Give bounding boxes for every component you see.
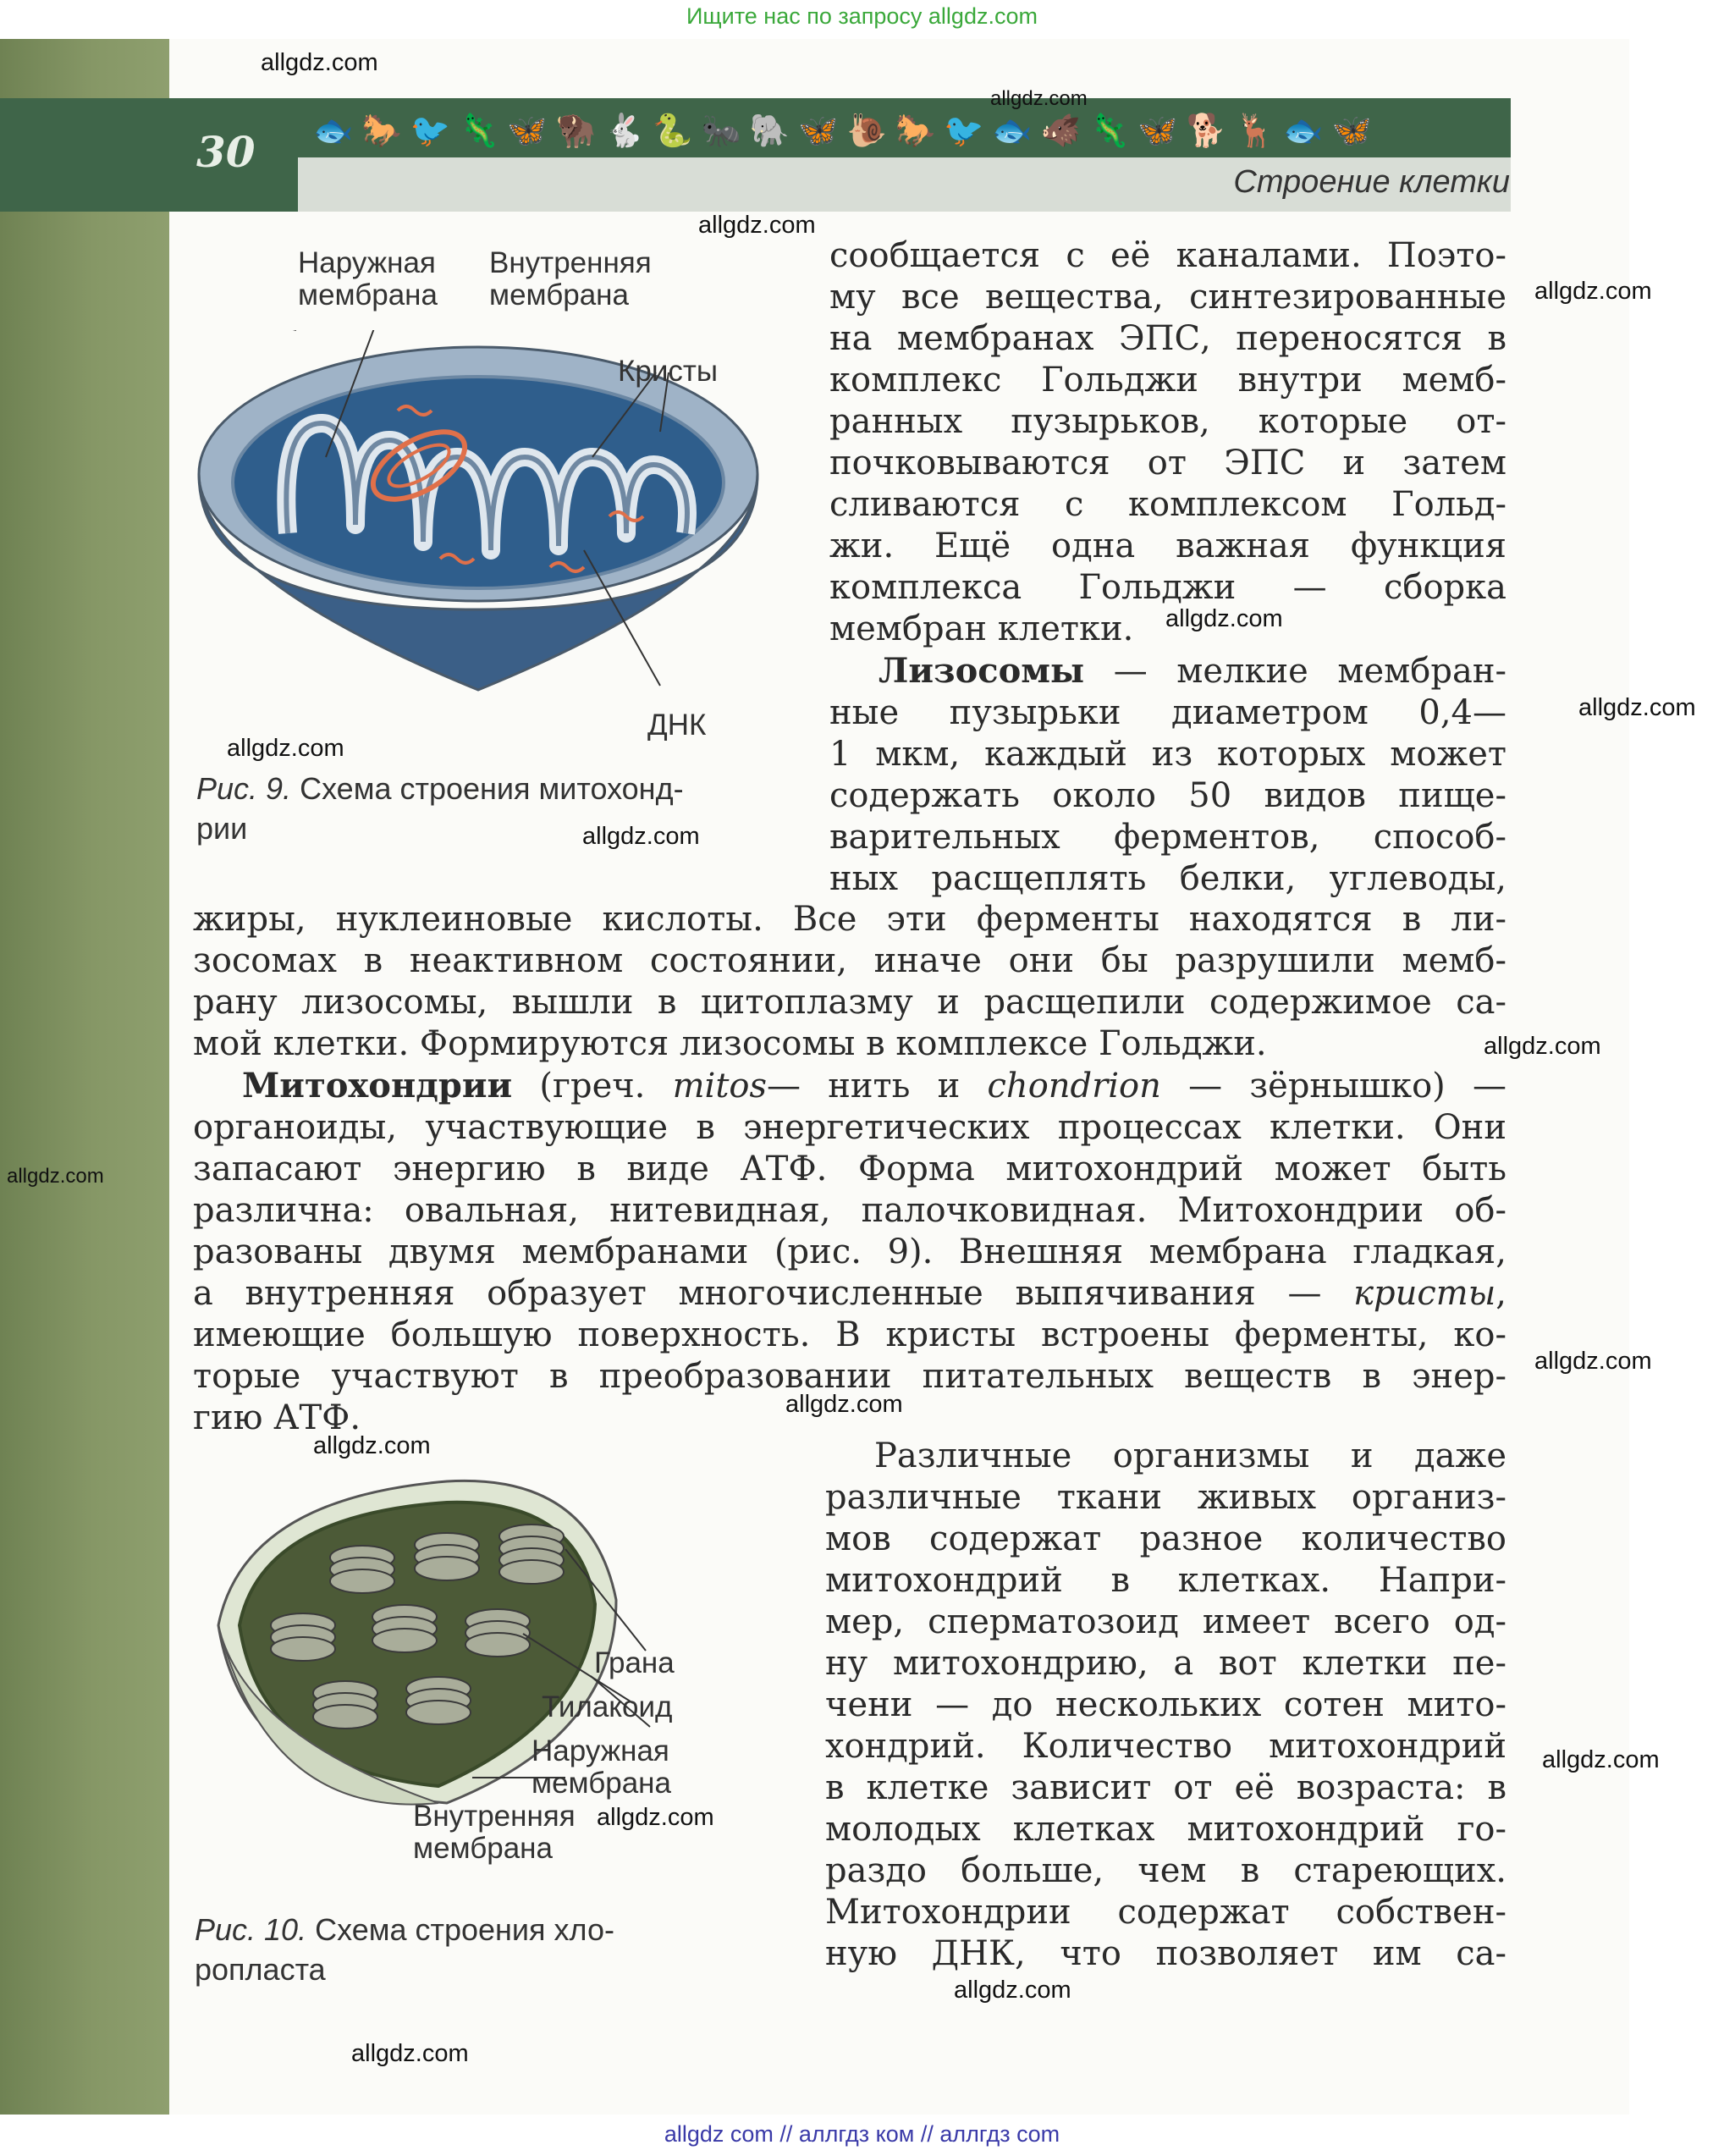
text-line: варительных ферментов, способ-: [829, 818, 1506, 857]
text-line: митохондрий в клетках. Напри-: [825, 1561, 1506, 1600]
text-line: различные ткани живых организ-: [825, 1478, 1506, 1517]
fig9-label-line: Внутренняя: [489, 246, 652, 279]
watermark: allgdz.com: [990, 87, 1088, 110]
text-line: хондрий. Количество митохондрий: [825, 1727, 1506, 1766]
fig9-caption-line2: рии: [196, 811, 248, 846]
term-mitochondria: Митохондрии: [242, 1066, 513, 1106]
fig9-label-outer-membrane: [298, 247, 438, 312]
fig9-label-cristae: Кристы: [618, 355, 719, 388]
text-line: торые участвуют в преобразовании питательных веществ в энер-: [193, 1357, 1506, 1396]
watermark: allgdz.com: [785, 1391, 903, 1418]
text-line: ные пузырьки диаметром 0,4—: [829, 693, 1506, 732]
fig10-label-thylakoid: Тилакоид: [542, 1690, 673, 1723]
fig10-label-line: Наружная: [532, 1734, 669, 1767]
text-line: ных расщеплять белки, углеводы,: [829, 859, 1506, 898]
text-line: запасают энергию в виде АТФ. Форма митохондрий может быть: [193, 1150, 1506, 1188]
text-line: на мембранах ЭПС, переносятся в: [829, 319, 1506, 358]
text-line: сливаются с комплексом Гольд-: [829, 485, 1506, 524]
fig9-caption-text: Схема строения митохонд-: [300, 771, 684, 806]
watermark: allgdz.com: [261, 49, 378, 76]
text-line: имеющие большую поверхность. В кристы встроены ферменты, ко-: [193, 1315, 1506, 1354]
fig10-caption-number: Рис. 10.: [195, 1912, 307, 1947]
text-line: ну митохондрию, а вот клетки пе-: [825, 1644, 1506, 1683]
fig10-caption: [195, 1910, 753, 1989]
fig9-label-dna: ДНК: [647, 709, 707, 742]
fig9-caption-number: Рис. 9.: [196, 771, 292, 806]
bottom-banner: [0, 2115, 1724, 2156]
term-mitos: mitos: [672, 1067, 768, 1106]
watermark: allgdz.com: [313, 1432, 431, 1459]
text-line: сообщается с её каналами. Поэто-: [829, 236, 1506, 275]
text-line: мембран клетки.: [829, 609, 1134, 648]
text-line: раздо больше, чем в стареющих.: [825, 1851, 1506, 1890]
text-line: му все вещества, синтезированные: [829, 278, 1506, 317]
watermark: allgdz.com: [7, 1165, 104, 1188]
text-line: рану лизосомы, вышли в цитоплазму и расщепили содержимое са-: [193, 983, 1506, 1022]
text-line: органоиды, участвующие в энергетических процессах клетки. Они: [193, 1108, 1506, 1147]
text-line: [829, 650, 1506, 692]
fig9-caption: [196, 769, 789, 848]
fig9-caption-line1: [196, 769, 789, 808]
text-line: чени — до нескольких сотен мито-: [825, 1685, 1506, 1724]
text-line: мер, сперматозоид имеет всего од-: [825, 1602, 1506, 1641]
text-fragment: — мелкие мембран-: [1084, 652, 1506, 691]
fig10-caption-line2: ропласта: [195, 1952, 326, 1987]
fig10-label-line: мембрана: [413, 1832, 553, 1865]
watermark: allgdz.com: [1578, 694, 1696, 721]
watermark: allgdz.com: [597, 1804, 714, 1831]
text-line: почковываются от ЭПС и затем: [829, 444, 1506, 482]
text-line: [193, 1065, 1506, 1107]
watermark: allgdz.com: [351, 2040, 469, 2067]
watermark: allgdz.com: [1165, 605, 1283, 632]
watermark: allgdz.com: [582, 823, 700, 850]
text-line: гию АТФ.: [193, 1398, 361, 1437]
text-line: молодых клетках митохондрий го-: [825, 1810, 1506, 1849]
text-line: комплекс Гольджи внутри мемб-: [829, 361, 1506, 400]
text-line: 1 мкм, каждый из которых может: [829, 735, 1506, 774]
watermark: allgdz.com: [227, 735, 344, 762]
text-line: зосомах в неактивном состоянии, иначе они бы разрушили мемб-: [193, 941, 1506, 980]
watermark: allgdz.com: [954, 1977, 1071, 2004]
term-cristae: кристы: [1353, 1274, 1496, 1313]
fig9-label-inner-membrane: [489, 247, 652, 312]
text-line: мой клетки. Формируются лизосомы в комплексе Гольджи.: [193, 1024, 1267, 1063]
text-line: различна: овальная, нитевидная, палочковидная. Митохондрии об-: [193, 1191, 1506, 1230]
text-fragment: — нить и: [767, 1067, 988, 1106]
text-line: в клетке зависит от её возраста: в: [825, 1768, 1506, 1807]
text-line: ранных пузырьков, которые от-: [829, 402, 1506, 441]
watermark: allgdz.com: [1542, 1746, 1660, 1773]
text-line: жи. Ещё одна важная функция: [829, 527, 1506, 565]
text-fragment: ,: [1495, 1274, 1506, 1313]
text-full-width: [193, 899, 1506, 1439]
fig9-label-line: мембрана: [298, 278, 438, 312]
watermark: allgdz.com: [698, 212, 816, 239]
page-number: 30: [196, 127, 256, 177]
text-line: мов содержат разное количество: [825, 1519, 1506, 1558]
text-column-lower: [825, 1436, 1506, 1975]
text-line: комплекса Гольджи — сборка: [829, 568, 1506, 607]
watermark: allgdz.com: [1534, 1348, 1652, 1375]
text-line: [193, 1273, 1506, 1315]
fig10-label-line: мембрана: [532, 1767, 671, 1800]
bottom-banner-text: allgdz com // аллгдз ком // аллгдз com: [664, 2121, 1060, 2147]
text-line: Митохондрии содержат собствен-: [825, 1893, 1506, 1932]
text-fragment: — зёрнышко) —: [1160, 1067, 1506, 1106]
fig10-label-outer-membrane: [532, 1735, 671, 1800]
top-banner-text: Ищите нас по запросу allgdz.com: [686, 3, 1038, 29]
text-column-upper: [829, 235, 1506, 900]
fig10-label-line: Внутренняя: [413, 1800, 576, 1833]
fig9-label-line: мембрана: [489, 278, 629, 312]
watermark: allgdz.com: [1484, 1033, 1601, 1060]
text-line: разованы двумя мембранами (рис. 9). Внешняя мембрана гладкая,: [193, 1232, 1506, 1271]
fig9-label-line: Наружная: [298, 246, 436, 279]
text-line: Различные организмы и даже: [874, 1436, 1506, 1475]
watermark: allgdz.com: [1534, 278, 1652, 305]
term-lysosomes: Лизосомы: [879, 651, 1085, 691]
section-subtitle: Строение клетки: [1233, 164, 1510, 200]
text-line: содержать около 50 видов пище-: [829, 776, 1506, 815]
term-chondrion: chondrion: [987, 1067, 1161, 1106]
top-banner: [0, 0, 1724, 39]
text-fragment: (греч.: [512, 1067, 673, 1106]
animal-silhouettes-decoration: 🐟🐎🐦🦎🦋🦬🐇🐍🐜🐘🦋🐌🐎🐦🐟🐗🦎🦋🐕🦌🐟🦋: [313, 112, 1380, 149]
fig10-caption-line1: [195, 1910, 753, 1949]
text-line: жиры, нуклеиновые кислоты. Все эти ферменты находятся в ли-: [193, 900, 1506, 939]
text-line: ную ДНК, что позволяет им са-: [825, 1934, 1506, 1973]
left-binding-strip: [0, 39, 169, 2115]
fig10-label-inner-membrane: [413, 1800, 576, 1865]
fig10-label-grana: Грана: [594, 1646, 675, 1679]
text-fragment: а внутренняя образует многочисленные выпячивания —: [193, 1274, 1354, 1313]
fig10-caption-text: Схема строения хло-: [315, 1912, 614, 1947]
